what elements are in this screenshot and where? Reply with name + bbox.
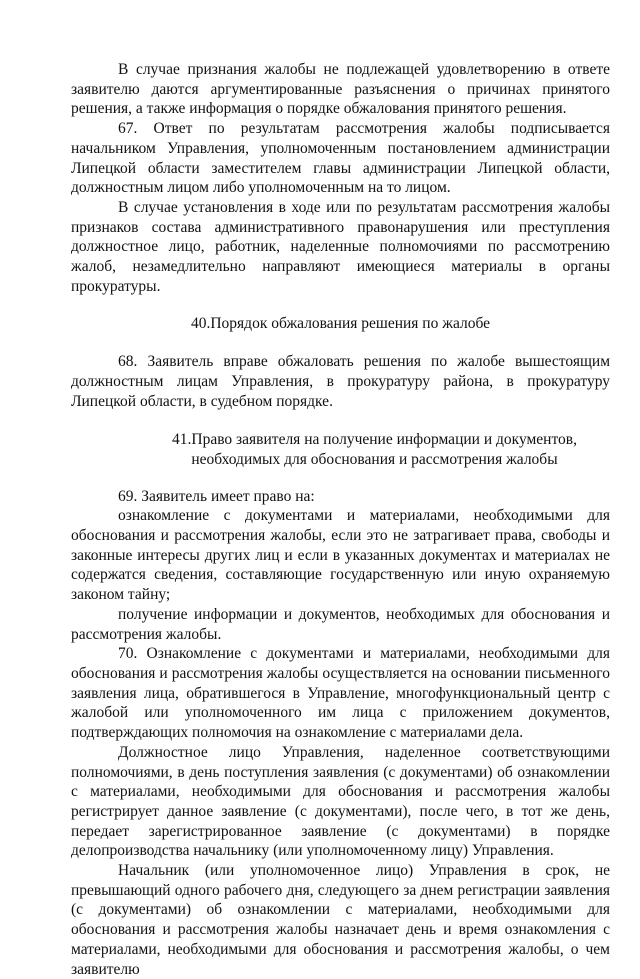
paragraph-official-registration: Должностное лицо Управления, наделенное соответствующими полномочиями, в день поступления заявления (с документами) об ознакомлении с материалами, необходимыми для обоснования и рассмотрения жалобы регистрирует данное заявление (с документами), после чего, в тот же день, передает зарегистрированное заявление (с документами) в порядке делопроизводства начальнику (или уполномоченному лицу) Управления.	[71, 743, 610, 860]
paragraph-69-item-familiarization: ознакомление с документами и материалами, необходимыми для обоснования и рассмотрения жалобы, если это не затрагивает права, свободы и законные интересы других лиц и если в указанных документах и материалах не содержатся сведения, составляющие государственную или иную охраняемую законом тайну;	[71, 507, 610, 604]
paragraph-68: 68. Заявитель вправе обжаловать решения по жалобе вышестоящим должностным лицам Управления, в прокуратуру района, в прокуратуру Липецкой области, в судебном порядке.	[71, 353, 610, 410]
paragraph-69-item-obtaining-info: получение информации и документов, необходимых для обоснования и рассмотрения жалобы.	[71, 605, 610, 643]
paragraph-prosecution-referral: В случае установления в ходе или по результатам рассмотрения жалобы признаков состава административного правонарушения или преступления должностное лицо, работник, наделенные полномочиями по рассмотрению жалоб, незамедлительно направляют имеющиеся материалы в органы прокуратуры.	[71, 198, 610, 295]
paragraph-69: 69. Заявитель имеет право на:	[118, 487, 315, 505]
paragraph-70: 70. Ознакомление с документами и материалами, необходимыми для обоснования и рассмотрения жалобы осуществляется на основании письменного заявления лица, обратившегося в Управление, многофункциональный центр с жалобой или уполномоченного им лица с приложением документов, подтверждающих полномочия на ознакомление с материалами дела.	[71, 645, 610, 742]
paragraph-67: 67. Ответ по результатам рассмотрения жалобы подписывается начальником Управления, уполномоченным постановлением администрации Липецкой области заместителем главы администрации Липецкой области, должностным лицом либо уполномоченным на то лицом.	[71, 120, 610, 197]
paragraph-head-appointment: Начальник (или уполномоченное лицо) Управления в срок, не превышающий одного рабочего дня, следующего за днем регистрации заявления (с документами) об ознакомлении с материалами, необходимыми для обоснования и рассмотрения жалобы назначает день и время ознакомления с материалами, необходимыми для обоснования и рассмотрения жалобы, о чем заявителю	[71, 862, 610, 978]
section-heading-41-line2: необходимых для обоснования и рассмотрения жалобы	[191, 450, 558, 468]
paragraph-rejection-explanation: В случае признания жалобы не подлежащей удовлетворению в ответе заявителю даются аргументированные разъяснения о причинах принятого решения, а также информация о порядке обжалования принятого решения.	[71, 61, 610, 118]
section-heading-41-line1: 41.Право заявителя на получение информации и документов,	[172, 431, 577, 449]
document-body	[71, 60, 610, 979]
section-heading-41	[71, 430, 610, 469]
section-heading-40: 40.Порядок обжалования решения по жалобе	[190, 315, 491, 333]
